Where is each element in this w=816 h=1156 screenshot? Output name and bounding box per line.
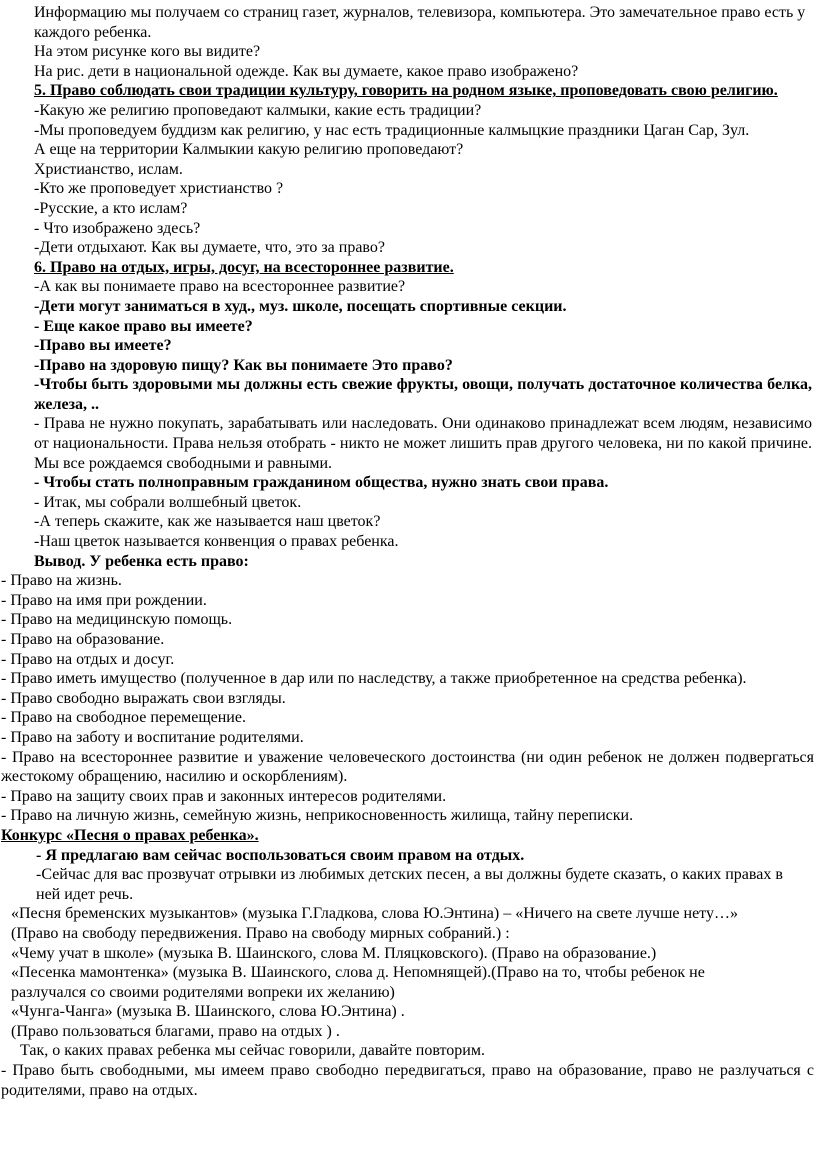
rights-list <box>0 571 816 826</box>
song-item: «Песня бременских музыкантов» (музыка Г.Гладкова, слова Ю.Энтина) – «Ничего на свете лучше нету…» <box>11 905 738 923</box>
paragraph: -Кто же проповедует христианство ? <box>34 180 284 198</box>
paragraph: -А как вы понимаете право на всестороннее развитие? <box>34 278 406 296</box>
list-item: - Право на заботу и воспитание родителями. <box>1 728 304 746</box>
list-item: - Право на свободное перемещение. <box>1 709 246 727</box>
paragraph: - Чтобы стать полноправным гражданином общества, нужно знать свои права. <box>34 474 609 492</box>
contest-title: Конкурс «Песня о правах ребенка». <box>1 826 259 844</box>
list-item: - Право на жизнь. <box>1 572 122 590</box>
conclusion-heading: Вывод. У ребенка есть право: <box>34 552 249 570</box>
paragraph: -Какую же религию проповедают калмыки, какие есть традиции? <box>34 101 482 119</box>
list-item: - Право на личную жизнь, семейную жизнь, неприкосновенность жилища, тайну переписки. <box>1 807 634 825</box>
paragraph: - Права не нужно покупать, зарабатывать или наследовать. Они одинаково принадлежат всем людям, независимо от национальности. Права нельзя отобрать - никто не может лишить прав другого человека, ни по какой причине. Мы все рождаемся свободными и равными. <box>34 415 812 472</box>
list-item: - Право на образование. <box>1 631 165 648</box>
song-item: «Песенка мамонтенка» (музыка В. Шаинского, слова д. Непомнящей).(Право на то, чтобы ребенок не разлучался со своими родителями вопреки их желанию) <box>11 964 705 1001</box>
document-page <box>0 3 816 1100</box>
paragraph: -Наш цветок называется конвенция о правах ребенка. <box>34 533 399 551</box>
paragraph: -Мы проповедуем буддизм как религию, у нас есть традиционные калмыцкие праздники Цаган Сар, Зул. <box>34 121 750 139</box>
paragraph: -Русские, а кто ислам? <box>34 199 188 217</box>
paragraph: -А теперь скажите, как же называется наш цветок? <box>34 513 381 531</box>
paragraph: -Право на здоровую пищу? Как вы понимаете Это право? <box>34 356 453 374</box>
list-item: - Право на медицинскую помощь. <box>1 611 233 629</box>
paragraph: -Право вы имеете? <box>34 337 172 355</box>
song-item: (Право пользоваться благами, право на отдых ) . <box>11 1022 340 1040</box>
list-item: - Право иметь имущество (полученное в дар или по наследству, а также приобретенное на средства ребенка). <box>1 670 747 688</box>
paragraph: - Итак, мы собрали волшебный цветок. <box>34 493 302 511</box>
song-item: «Чему учат в школе» (музыка В. Шаинского, слова М. Пляцковского). (Право на образование.) <box>11 944 657 962</box>
list-item: - Право на защиту своих прав и законных интересов родителями. <box>1 787 447 805</box>
paragraph: Христианство, ислам. <box>34 160 183 178</box>
song-item: (Право на свободу передвижения. Право на свободу мирных собраний.) : <box>11 924 510 942</box>
section-heading: 6. Право на отдых, игры, досуг, на всестороннее развитие. <box>34 258 454 276</box>
list-item: - Право на всестороннее развитие и уважение человеческого достоинства (ни один ребенок не должен подвергаться жестокому обращению, насилию и оскорблениям). <box>1 748 814 786</box>
paragraph: - Я предлагаю вам сейчас воспользоваться своим правом на отдых. <box>36 846 525 864</box>
paragraph: -Дети могут заниматься в худ., муз. школе, посещать спортивные секции. <box>34 297 567 315</box>
list-item: - Право на отдых и досуг. <box>1 650 175 668</box>
paragraph: -Чтобы быть здоровыми мы должны есть свежие фрукты, овощи, получать достаточное количества белка, железа, .. <box>34 376 812 413</box>
paragraph: Информацию мы получаем со страниц газет, журналов, телевизора, компьютера. Это замечательное право есть у каждого ребенка. <box>34 4 806 41</box>
paragraph: Так, о каких правах ребенка мы сейчас говорили, давайте повторим. <box>20 1042 485 1060</box>
list-item: - Право на имя при рождении. <box>1 591 207 609</box>
paragraph: -Сейчас для вас прозвучат отрывки из любимых детских песен, а вы должны будете сказать, о каких правах в ней идет речь. <box>36 866 783 903</box>
list-item: - Право свободно выражать свои взгляды. <box>1 689 286 707</box>
paragraph: -Дети отдыхают. Как вы думаете, что, это за право? <box>34 239 385 257</box>
paragraph: - Что изображено здесь? <box>34 219 201 237</box>
song-item: «Чунга-Чанга» (музыка В. Шаинского, слова Ю.Энтина) . <box>11 1003 405 1021</box>
paragraph: На этом рисунке кого вы видите? <box>34 43 261 61</box>
paragraph: А еще на территории Калмыкии какую религию проповедают? <box>34 141 464 159</box>
paragraph: - Право быть свободными, мы имеем право свободно передвигаться, право на образование, право не разлучаться с родителями, право на отдых. <box>1 1062 814 1099</box>
songs-list <box>0 904 816 1041</box>
section-heading: 5. Право соблюдать свои традиции культуру, говорить на родном языке, проповедовать свою религию. <box>34 82 778 100</box>
paragraph: - Еще какое право вы имеете? <box>34 317 253 335</box>
paragraph: На рис. дети в национальной одежде. Как вы думаете, какое право изображено? <box>34 62 579 80</box>
